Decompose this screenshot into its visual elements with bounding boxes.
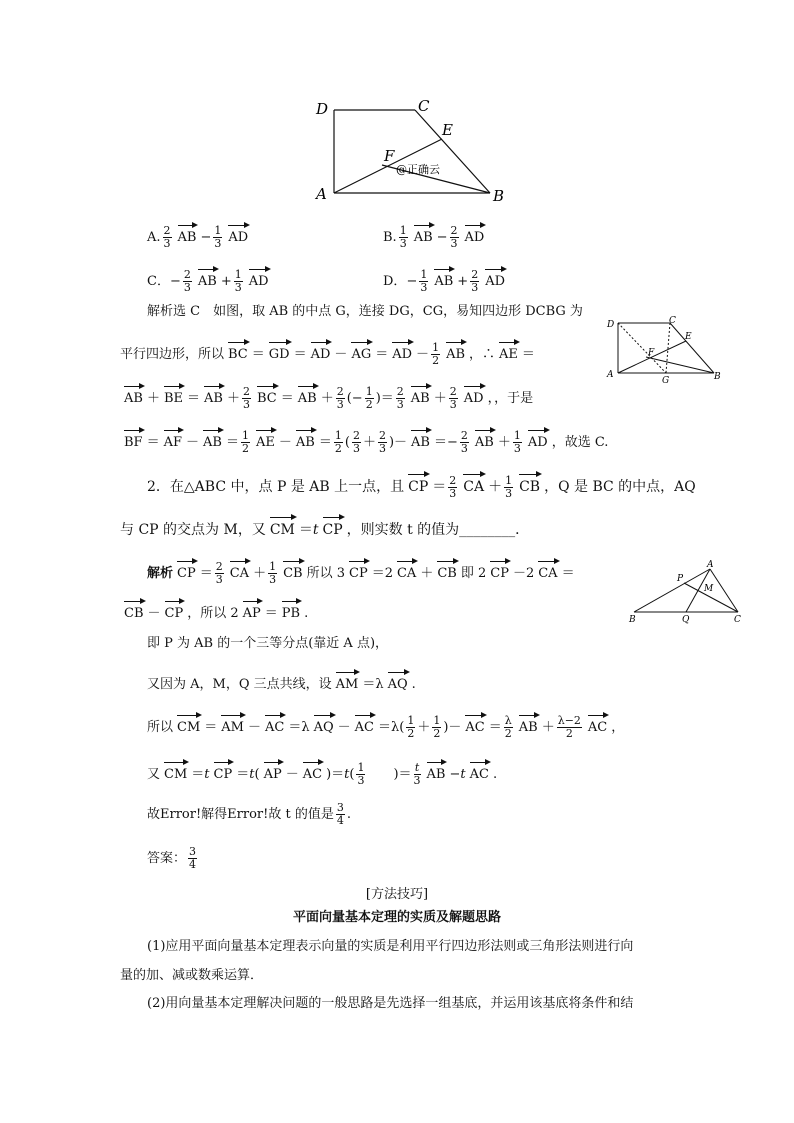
fig2-label-B: B xyxy=(714,372,721,382)
label-F: F xyxy=(384,147,395,165)
fig3-label-B: B xyxy=(629,615,636,625)
label-A: A xyxy=(316,185,327,203)
answer: 答案： $\frac{3}{4}$ xyxy=(147,845,197,871)
fig3-label-A: A xyxy=(707,560,714,570)
fig2-label-F: F xyxy=(648,348,655,358)
solution2-line7: 故Error!解得Error!故 t 的值是 $\frac{3}{4}$ . xyxy=(147,801,351,827)
method-heading: [方法技巧] xyxy=(365,887,429,902)
option-a: A. $\frac{2}{3}$ AB − $\frac{1}{3}$ AD xyxy=(147,221,252,250)
watermark: @正确云 xyxy=(396,163,440,176)
option-c: C．− $\frac{2}{3}$ AB + $\frac{1}{3}$ AD xyxy=(147,265,273,294)
problem2-line2: 与 CP 的交点为 M，又 CM ＝t CP ，则实数 t 的值为________． xyxy=(120,513,529,541)
method-p1-line2: 量的加、减或数乘运算． xyxy=(120,968,264,983)
fig2-label-D: D xyxy=(607,320,615,330)
solution2-line6: 又 CM ＝t CP ＝t( AP － AC )＝t( $\frac{1}{3}$ )＝ $\frac{t}{3}$ AB −t AC . xyxy=(147,758,497,787)
method-p2-line1: (2)用向量基本定理解决问题的一般思路是先选择一组基底，并运用该基底将条件和结 xyxy=(147,996,634,1011)
fig3-label-Q: Q xyxy=(682,615,690,625)
triangle-figure xyxy=(624,557,749,627)
fig3-label-C: C xyxy=(734,615,741,625)
label-B: B xyxy=(493,187,505,205)
option-b: B. $\frac{1}{3}$ AB − $\frac{2}{3}$ AD xyxy=(383,221,488,250)
solution1-line1: 解析选 C 如图，取 AB 的中点 G，连接 DG，CG，易知四边形 DCBG 为 xyxy=(147,304,583,319)
fig2-label-E: E xyxy=(685,332,692,342)
fig3-label-P: P xyxy=(677,574,684,584)
label-E: E xyxy=(442,121,453,139)
method-p1-line1: (1)应用平面向量基本定理表示向量的实质是利用平行四边形法则或三角形法则进行向 xyxy=(147,939,634,954)
parallelogram-figure xyxy=(602,315,727,385)
label-C: C xyxy=(418,97,430,115)
solution2-line4: 又因为 A，M，Q 三点共线，设 AM ＝λ AQ . xyxy=(147,668,416,696)
fig2-label-G: G xyxy=(662,376,670,385)
fig3-label-M: M xyxy=(704,584,714,594)
problem2-line1: 2．在△ABC 中，点 P 是 AB 上一点，且 CP ＝ $\frac{2}{3}$ CA ＋ $\frac{1}{3}$ CB ，Q 是 BC 的中点，AQ xyxy=(147,470,696,500)
solution1-line2: 平行四边形，所以 BC ＝ GD ＝ AD － AG ＝ AD － $\frac{1}{2}$ AB ，∴ AE ＝ xyxy=(120,338,535,367)
solution2-line2: CB － CP ，所以 2 AP ＝ PB . xyxy=(120,597,308,625)
label-D: D xyxy=(316,100,329,118)
solution1-line3: AB ＋ BE ＝ AB ＋ $\frac{2}{3}$ BC ＝ AB ＋ $\frac{2}{3}$ (− $\frac{1}{2}$ )＝ $\frac{2}{3}$ AB ＋ $\frac{2}{3}$ AD ，，于是 xyxy=(120,382,533,411)
solution2-line5: 所以 CM ＝ AM － AC ＝λ AQ － AC ＝λ( $\frac{1}{2}$ ＋ $\frac{1}{2}$ )－ AC ＝ $\frac{\lambda}{2}$ AB ＋ $\frac{\lambda-2}{2}$ AC ， xyxy=(147,711,624,740)
method-subheading: 平面向量基本定理的实质及解题思路 xyxy=(292,910,501,925)
fig2-label-A: A xyxy=(607,370,614,380)
trapezoid-figure xyxy=(310,95,510,210)
fig2-label-C: C xyxy=(669,316,676,326)
solution1-line4: BF ＝ AF － AB ＝ $\frac{1}{2}$ AE － AB ＝ $\frac{1}{2}$ ( $\frac{2}{3}$ ＋ $\frac{2}{3}$ )－ AB ＝− $\frac{2}{3}$ AB ＋ $\frac{1}{3}$ AD ，故选 C. xyxy=(120,426,608,455)
option-d: D．− $\frac{1}{3}$ AB + $\frac{2}{3}$ AD xyxy=(383,265,509,294)
solution2-line3: 即 P 为 AB 的一个三等分点(靠近 A 点)， xyxy=(147,636,389,651)
solution2-line1: 解析 CP ＝ $\frac{2}{3}$ CA ＋ $\frac{1}{3}$ CB 所以 3 CP ＝2 CA ＋ CB 即 2 CP －2 CA ＝ xyxy=(147,557,575,586)
